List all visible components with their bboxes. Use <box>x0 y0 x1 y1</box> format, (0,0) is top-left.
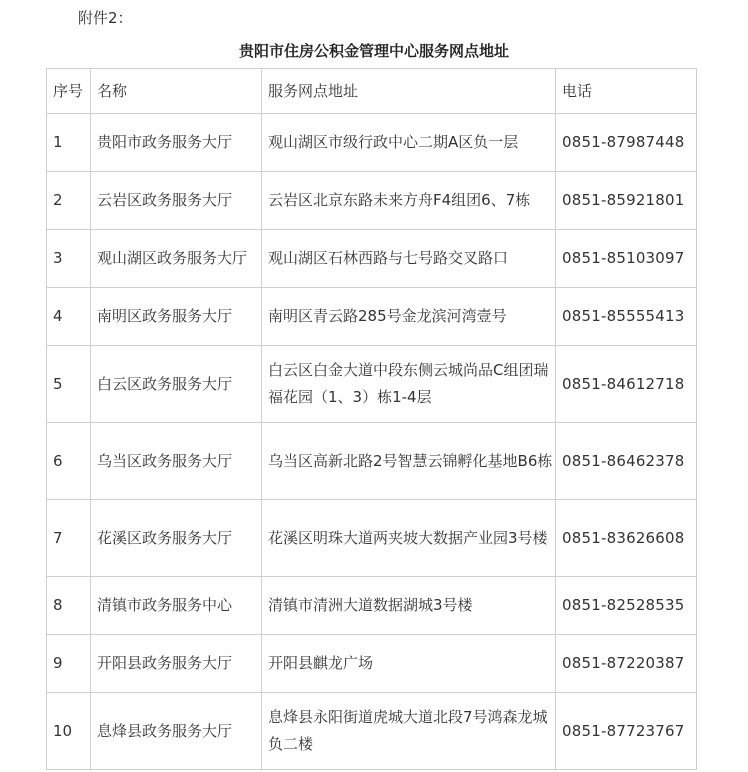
header-no: 序号 <box>47 69 91 114</box>
cell-address: 开阳县麒龙广场 <box>262 635 556 693</box>
cell-address: 观山湖区石林西路与七号路交叉路口 <box>262 230 556 288</box>
service-sites-table <box>46 68 697 770</box>
cell-phone: 0851-86462378 <box>556 423 697 500</box>
cell-no: 10 <box>47 693 91 770</box>
cell-name: 乌当区政务服务大厅 <box>91 423 262 500</box>
attachment-label: 附件2： <box>78 9 133 27</box>
cell-name: 观山湖区政务服务大厅 <box>91 230 262 288</box>
cell-no: 2 <box>47 172 91 230</box>
cell-phone: 0851-85921801 <box>556 172 697 230</box>
table-row <box>47 230 697 288</box>
cell-no: 7 <box>47 500 91 577</box>
document-title: 贵阳市住房公积金管理中心服务网点地址 <box>238 42 509 60</box>
table-row <box>47 288 697 346</box>
cell-address: 云岩区北京东路未来方舟F4组团6、7栋 <box>262 172 556 230</box>
cell-phone: 0851-82528535 <box>556 577 697 635</box>
cell-name: 云岩区政务服务大厅 <box>91 172 262 230</box>
cell-phone: 0851-85555413 <box>556 288 697 346</box>
table-row <box>47 423 697 500</box>
table-row <box>47 577 697 635</box>
header-name: 名称 <box>91 69 262 114</box>
table-row <box>47 693 697 770</box>
cell-name: 花溪区政务服务大厅 <box>91 500 262 577</box>
table-row <box>47 500 697 577</box>
cell-phone: 0851-85103097 <box>556 230 697 288</box>
cell-no: 8 <box>47 577 91 635</box>
cell-address: 花溪区明珠大道两夹坡大数据产业园3号楼 <box>262 500 556 577</box>
cell-phone: 0851-83626608 <box>556 500 697 577</box>
cell-name: 开阳县政务服务大厅 <box>91 635 262 693</box>
header-address: 服务网点地址 <box>262 69 556 114</box>
cell-phone: 0851-87220387 <box>556 635 697 693</box>
cell-phone: 0851-87723767 <box>556 693 697 770</box>
cell-phone: 0851-84612718 <box>556 346 697 423</box>
cell-name: 息烽县政务服务大厅 <box>91 693 262 770</box>
table-row <box>47 346 697 423</box>
cell-address: 白云区白金大道中段东侧云城尚品C组团瑞福花园（1、3）栋1-4层 <box>262 346 556 423</box>
cell-name: 贵阳市政务服务大厅 <box>91 114 262 172</box>
cell-no: 3 <box>47 230 91 288</box>
cell-no: 5 <box>47 346 91 423</box>
cell-no: 4 <box>47 288 91 346</box>
cell-no: 6 <box>47 423 91 500</box>
cell-address: 观山湖区市级行政中心二期A区负一层 <box>262 114 556 172</box>
cell-name: 南明区政务服务大厅 <box>91 288 262 346</box>
table-row <box>47 635 697 693</box>
table-row <box>47 172 697 230</box>
cell-address: 乌当区高新北路2号智慧云锦孵化基地B6栋 <box>262 423 556 500</box>
cell-no: 9 <box>47 635 91 693</box>
cell-address: 清镇市清洲大道数据湖城3号楼 <box>262 577 556 635</box>
cell-address: 南明区青云路285号金龙滨河湾壹号 <box>262 288 556 346</box>
cell-phone: 0851-87987448 <box>556 114 697 172</box>
header-phone: 电话 <box>556 69 697 114</box>
table-header-row <box>47 69 697 114</box>
cell-name: 白云区政务服务大厅 <box>91 346 262 423</box>
cell-no: 1 <box>47 114 91 172</box>
table-row <box>47 114 697 172</box>
cell-address: 息烽县永阳街道虎城大道北段7号鸿森龙城负二楼 <box>262 693 556 770</box>
cell-name: 清镇市政务服务中心 <box>91 577 262 635</box>
